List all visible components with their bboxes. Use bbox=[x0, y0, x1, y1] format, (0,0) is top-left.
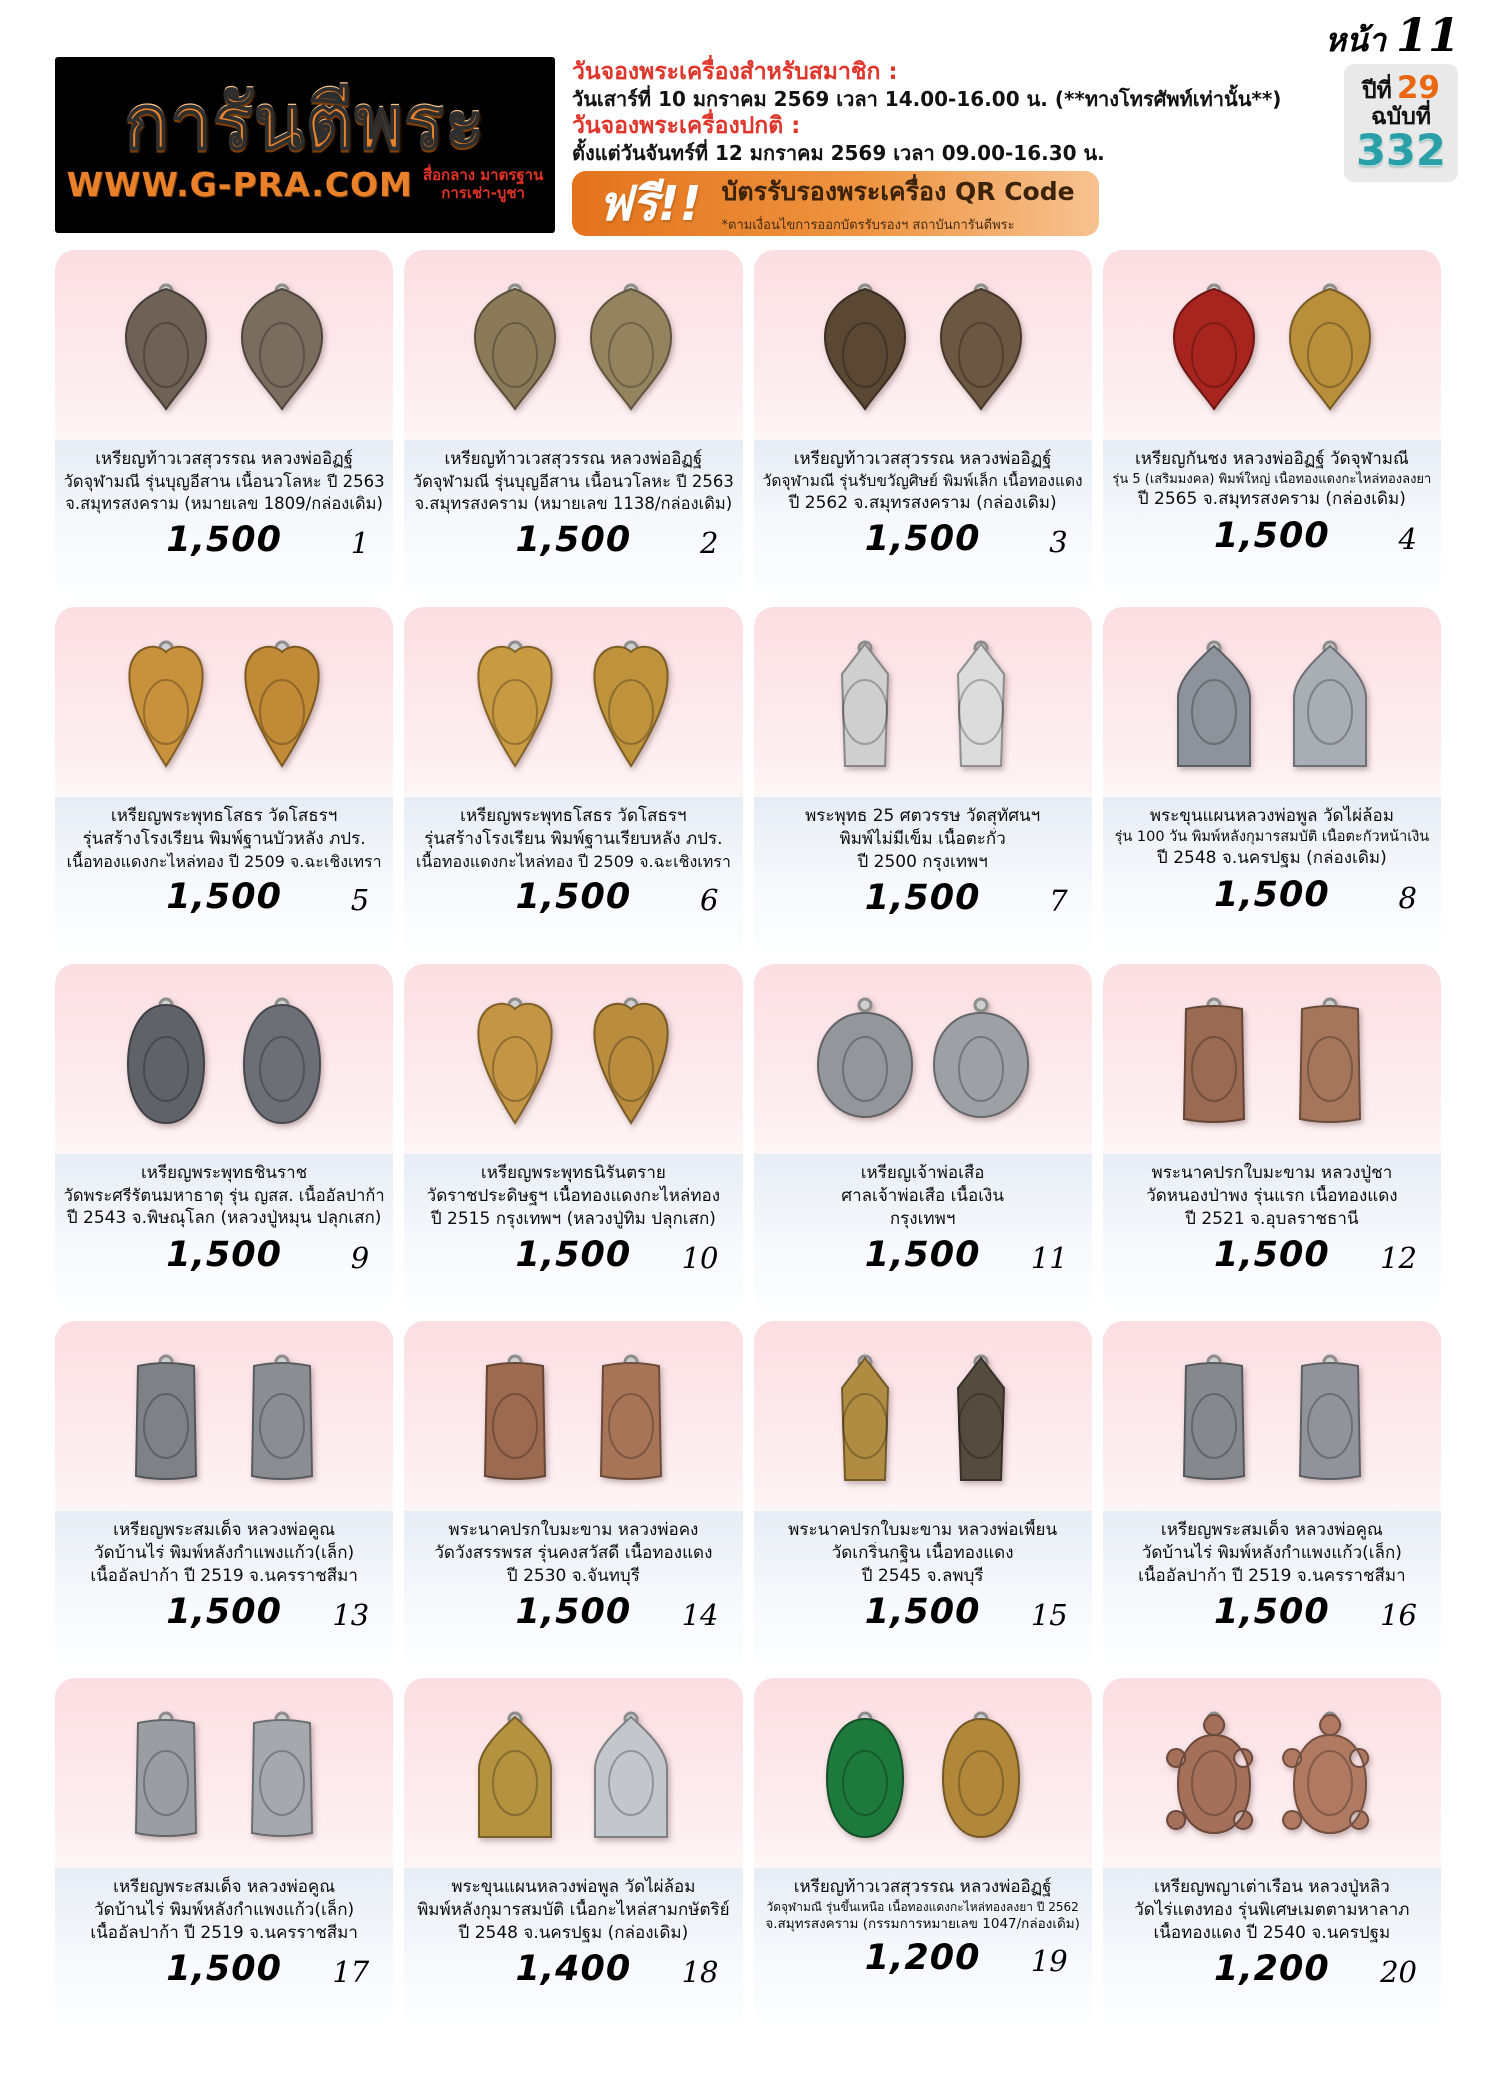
item-info bbox=[404, 797, 742, 955]
item-description-line: เหรียญท้าวเวสสุวรรณ หลวงพ่ออิฏฐ์ bbox=[793, 1877, 1052, 1897]
item-photos bbox=[1103, 250, 1441, 440]
item-info bbox=[55, 1511, 393, 1669]
amulet-front-photo bbox=[815, 267, 915, 431]
amulet-back-photo bbox=[931, 1695, 1031, 1859]
item-price: 1,500 bbox=[1214, 1592, 1330, 1633]
catalog-item[interactable] bbox=[55, 1321, 393, 1669]
item-number: 3 bbox=[1049, 525, 1068, 560]
brand-logo-box bbox=[55, 57, 555, 233]
catalog-item[interactable] bbox=[1103, 1321, 1441, 1669]
item-photos bbox=[55, 964, 393, 1154]
amulet-front-photo bbox=[116, 1338, 216, 1502]
catalog-item[interactable] bbox=[404, 1678, 742, 2026]
item-description-line: พระขุนแผนหลวงพ่อพูล วัดไผ่ล้อม bbox=[451, 1877, 696, 1897]
item-description-line: ปี 2543 จ.พิษณุโลก (หลวงปู่หมุน ปลุกเสก) bbox=[66, 1207, 382, 1228]
catalog-item[interactable] bbox=[754, 250, 1092, 598]
item-number: 7 bbox=[1049, 884, 1068, 919]
amulet-front-photo bbox=[465, 1338, 565, 1502]
item-photos bbox=[754, 1678, 1092, 1868]
item-description bbox=[412, 448, 734, 515]
amulet-front-photo bbox=[1164, 981, 1264, 1145]
item-description-line: พิมพ์ไม่มีเข็ม เนื้อตะกั่ว bbox=[839, 828, 1006, 849]
catalog-item[interactable] bbox=[1103, 250, 1441, 598]
item-description-line: พระนาคปรกใบมะขาม หลวงปู่ชา bbox=[1151, 1163, 1393, 1183]
item-info bbox=[754, 797, 1092, 955]
item-description-line: พระนาคปรกใบมะขาม หลวงพ่อเพี้ยน bbox=[788, 1520, 1058, 1540]
amulet-back-photo bbox=[1280, 1338, 1380, 1502]
catalog-grid bbox=[55, 250, 1441, 2026]
item-description-line: ปี 2548 จ.นครปฐม (กล่องเดิม) bbox=[1157, 848, 1387, 869]
item-info bbox=[55, 797, 393, 955]
item-number: 13 bbox=[332, 1598, 370, 1633]
tagline-line2: การเช่า-บูชา bbox=[441, 183, 525, 202]
item-photos bbox=[55, 607, 393, 797]
item-description-line: เหรียญพระพุทธนิรันตราย bbox=[480, 1163, 666, 1183]
member-booking-label: วันจองพระเครื่องสำหรับสมาชิก : bbox=[572, 59, 898, 85]
website-link[interactable]: WWW.G-PRA.COM bbox=[66, 165, 413, 205]
item-photos bbox=[404, 250, 742, 440]
item-price: 1,500 bbox=[515, 1592, 632, 1633]
item-description-line: ปี 2500 กรุงเทพฯ bbox=[857, 851, 988, 872]
item-description bbox=[412, 1519, 734, 1587]
amulet-front-photo bbox=[465, 267, 565, 431]
booking-schedule bbox=[572, 58, 1312, 166]
item-price: 1,500 bbox=[166, 1234, 282, 1275]
amulet-front-photo bbox=[815, 624, 915, 788]
amulet-back-photo bbox=[581, 624, 681, 788]
item-info bbox=[1103, 1868, 1441, 2026]
item-price: 1,500 bbox=[864, 1235, 981, 1276]
item-description bbox=[63, 1519, 385, 1587]
catalog-item[interactable] bbox=[55, 1678, 393, 2026]
item-photos bbox=[404, 964, 742, 1154]
item-description-line: รุ่น 100 วัน พิมพ์หลังกุมารสมบัติ เนื้อตะกั่วหน้าเงิน bbox=[1114, 828, 1430, 845]
item-photos bbox=[55, 1321, 393, 1511]
item-description-line: พระนาคปรกใบมะขาม หลวงพ่อคง bbox=[448, 1520, 699, 1540]
item-photos bbox=[754, 964, 1092, 1154]
item-photos bbox=[55, 250, 393, 440]
item-price: 1,500 bbox=[166, 1949, 282, 1990]
catalog-item[interactable] bbox=[1103, 964, 1441, 1312]
item-info bbox=[754, 1511, 1092, 1669]
item-number: 20 bbox=[1380, 1955, 1417, 1990]
item-description-line: ปี 2548 จ.นครปฐม (กล่องเดิม) bbox=[458, 1922, 689, 1943]
item-number: 2 bbox=[700, 525, 719, 560]
item-number: 17 bbox=[332, 1955, 370, 1990]
amulet-front-photo bbox=[1164, 624, 1264, 788]
item-number: 16 bbox=[1380, 1598, 1417, 1633]
item-info bbox=[1103, 440, 1441, 598]
item-description bbox=[63, 805, 385, 872]
item-description bbox=[762, 1519, 1084, 1587]
item-description bbox=[63, 448, 385, 515]
item-description-line: เหรียญพระพุทธชินราช bbox=[141, 1163, 308, 1183]
item-description-line: เหรียญท้าวเวสสุวรรณ หลวงพ่ออิฏฐ์ bbox=[793, 449, 1052, 469]
amulet-back-photo bbox=[1280, 1695, 1380, 1859]
amulet-front-photo bbox=[1164, 1695, 1264, 1859]
item-description bbox=[762, 805, 1084, 873]
item-description-line: วัดบ้านไร่ พิมพ์หลังกำแพงแก้ว(เล็ก) bbox=[1141, 1542, 1402, 1563]
item-description bbox=[412, 1162, 734, 1230]
item-description-line: จ.สมุทรสงคราม (หมายเลข 1809/กล่องเดิม) bbox=[65, 493, 383, 513]
item-number: 11 bbox=[1030, 1241, 1068, 1276]
item-number: 12 bbox=[1380, 1241, 1417, 1276]
amulet-back-photo bbox=[232, 1695, 332, 1859]
item-number: 14 bbox=[681, 1598, 719, 1633]
item-photos bbox=[55, 1678, 393, 1868]
year-value: 29 bbox=[1396, 70, 1440, 107]
item-description-line: เนื้ออัลปาก้า ปี 2519 จ.นครราชสีมา bbox=[1138, 1565, 1406, 1586]
item-photos bbox=[404, 607, 742, 797]
item-description-line: รุ่น 5 (เสริมมงคล) พิมพ์ใหญ่ เนื้อทองแดงกะไหล่ทองลงยา bbox=[1112, 471, 1432, 487]
item-number: 5 bbox=[350, 882, 370, 917]
item-info bbox=[55, 440, 393, 598]
item-price: 1,500 bbox=[864, 1592, 981, 1633]
item-number: 18 bbox=[681, 1955, 719, 1990]
item-description bbox=[1111, 1162, 1433, 1230]
item-number: 4 bbox=[1398, 521, 1417, 556]
normal-booking-label: วันจองพระเครื่องปกติ : bbox=[572, 113, 801, 140]
amulet-front-photo bbox=[116, 624, 216, 788]
item-description-line: เหรียญพญาเต่าเรือน หลวงปู่หลิว bbox=[1153, 1877, 1390, 1897]
amulet-back-photo bbox=[931, 624, 1031, 788]
catalog-item[interactable] bbox=[1103, 1678, 1441, 2026]
item-description-line: รุ่นสร้างโรงเรียน พิมพ์ฐานเรียบหลัง ภปร. bbox=[424, 828, 723, 849]
catalog-item[interactable] bbox=[404, 964, 742, 1312]
item-description-line: เหรียญพระพุทธโสธร วัดโสธรฯ bbox=[460, 806, 687, 826]
item-price: 1,500 bbox=[166, 876, 282, 917]
amulet-front-photo bbox=[116, 1695, 216, 1859]
item-price: 1,500 bbox=[166, 519, 282, 560]
item-description-line: เหรียญเจ้าพ่อเสือ bbox=[860, 1163, 985, 1183]
item-price: 1,200 bbox=[864, 1937, 981, 1978]
item-description bbox=[762, 1162, 1084, 1230]
item-number: 8 bbox=[1398, 880, 1417, 915]
item-description-line: วัดจุฬามณี รุ่นขึ้นเหนือ เนื้อทองแดงกะไหล่ทองลงยา ปี 2562 bbox=[766, 1899, 1079, 1914]
catalog-item[interactable] bbox=[754, 607, 1092, 955]
item-description-line: พิมพ์หลังกุมารสมบัติ เนื้อกะไหล่สามกษัตริย์ bbox=[417, 1899, 730, 1920]
item-info bbox=[1103, 797, 1441, 955]
amulet-back-photo bbox=[581, 981, 681, 1145]
amulet-back-photo bbox=[931, 1338, 1031, 1502]
item-price: 1,500 bbox=[864, 878, 981, 919]
catalog-item[interactable] bbox=[754, 1321, 1092, 1669]
item-description-line: วัดบ้านไร่ พิมพ์หลังกำแพงแก้ว(เล็ก) bbox=[94, 1542, 355, 1563]
amulet-front-photo bbox=[465, 1695, 565, 1859]
item-description bbox=[63, 1876, 385, 1944]
amulet-back-photo bbox=[1280, 267, 1380, 431]
amulet-front-photo bbox=[116, 981, 216, 1145]
amulet-back-photo bbox=[1280, 624, 1380, 788]
item-photos bbox=[754, 607, 1092, 797]
item-description-line: เหรียญท้าวเวสสุวรรณ หลวงพ่ออิฏฐ์ bbox=[95, 449, 354, 469]
free-badge-text: ฟรี!! bbox=[598, 175, 702, 232]
item-description-line: วัดไร่แตงทอง รุ่นพิเศษเมตตามหาลาภ bbox=[1134, 1899, 1410, 1920]
item-description-line: วัดวังสรรพรส รุ่นคงสวัสดี เนื้อทองแดง bbox=[434, 1542, 713, 1563]
item-description-line: วัดพระศรีรัตนมหาธาตุ รุ่น ญสส. เนื้ออัลปาก้า bbox=[63, 1185, 385, 1205]
item-description-line: เหรียญพระพุทธโสธร วัดโสธรฯ bbox=[110, 806, 338, 826]
item-description-line: เนื้อทองแดงกะไหล่ทอง ปี 2509 จ.ฉะเชิงเทรา bbox=[66, 851, 382, 871]
item-description-line: วัดจุฬามณี รุ่นบุญอีสาน เนื้อนวโลหะ ปี 2563 bbox=[63, 471, 385, 491]
item-price: 1,200 bbox=[1214, 1949, 1330, 1990]
item-description-line: เนื้อทองแดงกะไหล่ทอง ปี 2509 จ.ฉะเชิงเทรา bbox=[415, 851, 731, 871]
item-price: 1,500 bbox=[515, 519, 632, 560]
item-info bbox=[754, 1868, 1092, 2026]
item-info bbox=[404, 1868, 742, 2026]
promo-condition: *ตามเงื่อนไขการออกบัตรรับรองฯ สถาบันการันตีพระ bbox=[721, 218, 1015, 233]
item-description bbox=[1111, 1876, 1433, 1944]
amulet-front-photo bbox=[1164, 267, 1264, 431]
item-photos bbox=[404, 1678, 742, 1868]
item-info bbox=[1103, 1511, 1441, 1669]
year-label: ปีที่ bbox=[1362, 78, 1392, 105]
amulet-front-photo bbox=[815, 1338, 915, 1502]
item-price: 1,500 bbox=[1214, 1235, 1330, 1276]
item-number: 19 bbox=[1030, 1943, 1068, 1978]
catalog-item[interactable] bbox=[404, 1321, 742, 1669]
amulet-back-photo bbox=[232, 1338, 332, 1502]
catalog-item[interactable] bbox=[754, 964, 1092, 1312]
item-description-line: เนื้ออัลปาก้า ปี 2519 จ.นครราชสีมา bbox=[90, 1922, 358, 1943]
free-qr-banner bbox=[572, 171, 1099, 236]
item-info bbox=[754, 440, 1092, 598]
item-description-line: ปี 2545 จ.ลพบุรี bbox=[861, 1565, 984, 1586]
item-photos bbox=[1103, 964, 1441, 1154]
amulet-back-photo bbox=[581, 1338, 681, 1502]
amulet-back-photo bbox=[232, 267, 332, 431]
item-description-line: ปี 2515 กรุงเทพฯ (หลวงปู่ทิม ปลุกเสก) bbox=[430, 1208, 716, 1229]
item-description-line: จ.สมุทรสงคราม (กรรมการหมายเลข 1047/กล่องเดิม) bbox=[765, 1915, 1080, 1932]
brand-tagline bbox=[423, 167, 543, 202]
item-description-line: วัดบ้านไร่ พิมพ์หลังกำแพงแก้ว(เล็ก) bbox=[94, 1899, 355, 1920]
amulet-front-photo bbox=[1164, 1338, 1264, 1502]
item-description-line: พระขุนแผนหลวงพ่อพูล วัดไผ่ล้อม bbox=[1149, 806, 1394, 826]
issue-label: ฉบับที่ bbox=[1370, 103, 1432, 130]
item-number: 6 bbox=[700, 882, 719, 917]
amulet-back-photo bbox=[232, 981, 332, 1145]
item-photos bbox=[404, 1321, 742, 1511]
item-photos bbox=[1103, 1678, 1441, 1868]
item-info bbox=[55, 1868, 393, 2026]
page-number-value: 11 bbox=[1395, 8, 1460, 62]
catalog-item[interactable] bbox=[404, 607, 742, 955]
promo-title: บัตรรับรองพระเครื่อง QR Code bbox=[721, 177, 1075, 206]
item-description bbox=[412, 1876, 734, 1944]
catalog-item[interactable] bbox=[55, 250, 393, 598]
amulet-back-photo bbox=[581, 267, 681, 431]
item-description-line: เหรียญกันชง หลวงพ่ออิฏฐ์ วัดจุฬามณี bbox=[1135, 449, 1409, 469]
brand-logo-text: การันตีพระ bbox=[124, 79, 486, 166]
item-photos bbox=[1103, 1321, 1441, 1511]
item-description-line: ปี 2562 จ.สมุทรสงคราม (กล่องเดิม) bbox=[788, 492, 1057, 513]
item-description bbox=[1111, 448, 1433, 511]
item-info bbox=[404, 1511, 742, 1669]
member-booking-detail: วันเสาร์ที่ 10 มกราคม 2569 เวลา 14.00-16.00 น. (**ทางโทรศัพท์เท่านั้น**) bbox=[572, 87, 1282, 112]
item-description bbox=[1111, 1519, 1433, 1587]
item-description-line: กรุงเทพฯ bbox=[889, 1208, 956, 1229]
item-description-line: ปี 2530 จ.จันทบุรี bbox=[506, 1565, 640, 1586]
item-description-line: เนื้ออัลปาก้า ปี 2519 จ.นครราชสีมา bbox=[90, 1565, 358, 1586]
item-description-line: วัดราชประดิษฐฯ เนื้อทองแดงกะไหล่ทอง bbox=[426, 1185, 721, 1206]
item-description-line: ปี 2521 จ.อุบลราชธานี bbox=[1185, 1208, 1359, 1229]
item-description-line: เนื้อทองแดง ปี 2540 จ.นครปฐม bbox=[1153, 1922, 1391, 1943]
tagline-line1: สื่อกลาง มาตรฐาน bbox=[422, 166, 544, 185]
item-description bbox=[1111, 805, 1433, 870]
item-info bbox=[1103, 1154, 1441, 1312]
catalog-item[interactable] bbox=[55, 964, 393, 1312]
amulet-front-photo bbox=[815, 1695, 915, 1859]
page-number bbox=[1325, 8, 1460, 66]
amulet-back-photo bbox=[931, 267, 1031, 431]
item-info bbox=[404, 1154, 742, 1312]
item-info bbox=[55, 1154, 393, 1312]
normal-booking-detail: ตั้งแต่วันจันทร์ที่ 12 มกราคม 2569 เวลา 09.00-16.30 น. bbox=[572, 141, 1105, 166]
item-description-line: รุ่นสร้างโรงเรียน พิมพ์ฐานบัวหลัง ภปร. bbox=[82, 828, 366, 849]
item-price: 1,500 bbox=[166, 1592, 282, 1633]
item-photos bbox=[1103, 607, 1441, 797]
item-description-line: วัดหนองป่าพง รุ่นแรก เนื้อทองแดง bbox=[1146, 1185, 1398, 1206]
item-description bbox=[412, 805, 734, 872]
amulet-back-photo bbox=[581, 1695, 681, 1859]
amulet-front-photo bbox=[465, 624, 565, 788]
issue-value: 332 bbox=[1356, 125, 1446, 176]
item-description-line: เหรียญพระสมเด็จ หลวงพ่อคูณ bbox=[113, 1877, 336, 1897]
item-number: 15 bbox=[1030, 1598, 1068, 1633]
item-description bbox=[63, 1162, 385, 1230]
item-number: 9 bbox=[350, 1240, 370, 1275]
catalog-item[interactable] bbox=[754, 1678, 1092, 2026]
amulet-front-photo bbox=[815, 981, 915, 1145]
item-description bbox=[762, 448, 1084, 514]
issue-badge bbox=[1344, 64, 1458, 182]
item-description-line: พระพุทธ 25 ศตวรรษ วัดสุทัศนฯ bbox=[805, 806, 1041, 826]
page-header bbox=[0, 0, 1496, 250]
catalog-item[interactable] bbox=[1103, 607, 1441, 955]
item-description-line: เหรียญท้าวเวสสุวรรณ หลวงพ่ออิฏฐ์ bbox=[444, 449, 703, 469]
item-price: 1,500 bbox=[1214, 515, 1330, 556]
item-description-line: เหรียญพระสมเด็จ หลวงพ่อคูณ bbox=[113, 1520, 336, 1540]
page-label: หน้า bbox=[1325, 21, 1386, 59]
item-description-line: ศาลเจ้าพ่อเสือ เนื้อเงิน bbox=[841, 1185, 1004, 1206]
item-number: 1 bbox=[350, 525, 370, 560]
item-info bbox=[754, 1154, 1092, 1312]
amulet-back-photo bbox=[232, 624, 332, 788]
item-description bbox=[762, 1876, 1084, 1933]
amulet-front-photo bbox=[116, 267, 216, 431]
amulet-back-photo bbox=[931, 981, 1031, 1145]
item-price: 1,400 bbox=[515, 1949, 632, 1990]
item-price: 1,500 bbox=[864, 519, 981, 560]
catalog-item[interactable] bbox=[55, 607, 393, 955]
item-photos bbox=[754, 250, 1092, 440]
item-description-line: วัดจุฬามณี รุ่นบุญอีสาน เนื้อนวโลหะ ปี 2563 bbox=[412, 471, 734, 491]
item-description-line: ปี 2565 จ.สมุทรสงคราม (กล่องเดิม) bbox=[1137, 489, 1406, 510]
item-description-line: เหรียญพระสมเด็จ หลวงพ่อคูณ bbox=[1160, 1520, 1383, 1540]
item-price: 1,500 bbox=[515, 876, 632, 917]
amulet-front-photo bbox=[465, 981, 565, 1145]
item-price: 1,500 bbox=[515, 1235, 632, 1276]
item-photos bbox=[754, 1321, 1092, 1511]
item-description-line: วัดจุฬามณี รุ่นรับขวัญศิษย์ พิมพ์เล็ก เนื้อทองแดง bbox=[762, 471, 1083, 490]
catalog-item[interactable] bbox=[404, 250, 742, 598]
amulet-back-photo bbox=[1280, 981, 1380, 1145]
item-description-line: จ.สมุทรสงคราม (หมายเลข 1138/กล่องเดิม) bbox=[414, 493, 733, 513]
item-info bbox=[404, 440, 742, 598]
item-price: 1,500 bbox=[1214, 874, 1330, 915]
item-number: 10 bbox=[681, 1241, 719, 1276]
item-description-line: วัดเกริ่นกฐิน เนื้อทองแดง bbox=[831, 1542, 1014, 1563]
